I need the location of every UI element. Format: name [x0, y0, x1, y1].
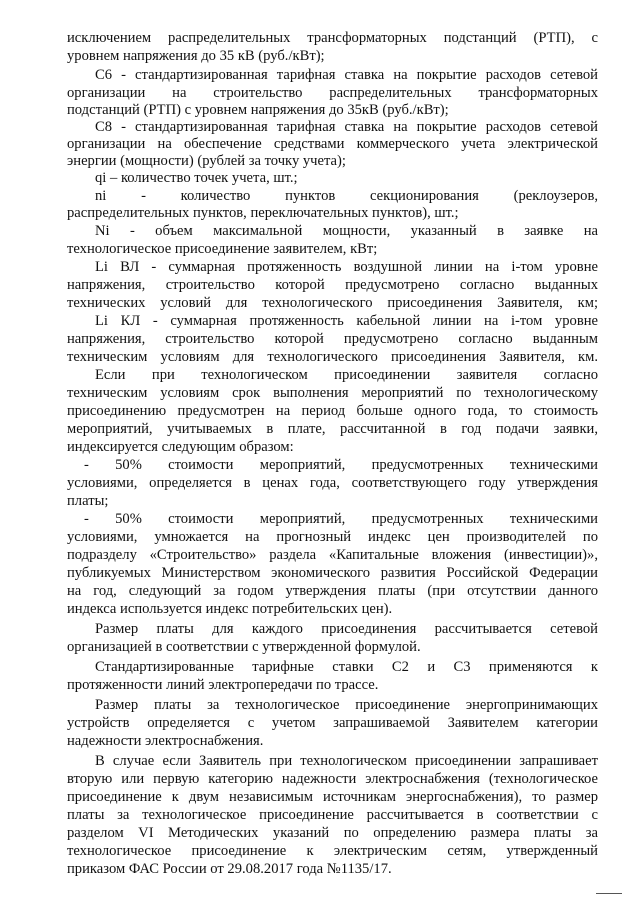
text-line: вторую или первую категорию надежности электроснабжения (технологическое [67, 771, 598, 787]
text-line: В случае если Заявитель при технологическом присоединении запрашивает [95, 753, 598, 769]
text-line: Li КЛ - суммарная протяженность кабельной линии на i-том уровне [95, 313, 598, 329]
text-line: индекса используется индекс потребительских цен). [67, 601, 393, 617]
text-line: присоединение к двум независимым источникам энергоснабжения), то размер [67, 789, 598, 805]
text-line: напряжения, строительство которой предусмотрено согласно выданных [67, 277, 598, 293]
text-line: платы; [67, 493, 109, 509]
text-line: надежности электроснабжения. [67, 733, 264, 749]
text-line: Ni - объем максимальной мощности, указанный в заявке на [95, 223, 598, 239]
text-line: платы за технологическое присоединение рассчитывается в соответствии с [67, 807, 598, 823]
text-line: Если при технологическом присоединении заявителя согласно [95, 367, 598, 383]
text-line: техническим условиям для технологического присоединения Заявителя, км. [67, 349, 598, 365]
text-line: - 50% стоимости мероприятий, предусмотренных техническими [84, 511, 598, 527]
footer-rule [596, 893, 622, 894]
text-line: технологическое присоединение к электрическим сетям, утвержденный [67, 843, 598, 859]
text-line: мероприятий, учитываемых в плате, рассчитанной в год подачи заявки, [67, 421, 598, 437]
text-line: организации на строительство распределительных трансформаторных [67, 85, 598, 101]
text-line: организацией в соответствии с утвержденной формулой. [67, 639, 421, 655]
text-line: распределительных пунктов, переключательных пунктов), шт.; [67, 205, 459, 221]
text-line: qi – количество точек учета, шт.; [95, 170, 298, 186]
text-line: на год, следующий за годом утверждения платы (при отсутствии данного [67, 583, 598, 599]
text-line: технологическое присоединение заявителем, кВт; [67, 241, 378, 257]
text-line: уровнем напряжения до 35 кВ (руб./кВт); [67, 48, 325, 64]
text-line: - 50% стоимости мероприятий, предусмотренных техническими [84, 457, 598, 473]
text-line: условиями, определяется в ценах года, соответствующего году утверждения [67, 475, 598, 491]
text-line: С8 - стандартизированная тарифная ставка на покрытие расходов сетевой [95, 119, 598, 135]
text-line: устройств определяется с учетом запрашиваемой Заявителем категории [67, 715, 598, 731]
text-line: техническим условиям срок выполнения мероприятий по технологическому [67, 385, 598, 401]
text-line: публикуемых Министерством экономического развития Российской Федерации [67, 565, 598, 581]
text-line: подразделу «Строительство» раздела «Капитальные вложения (инвестиции)», [67, 547, 598, 563]
text-line: присоединению предусмотрен на период больше одного года, то стоимость [67, 403, 598, 419]
text-line: организации на обеспечение средствами коммерческого учета электрической [67, 136, 598, 152]
text-line: подстанций (РТП) с уровнем напряжения до 35кВ (руб./кВт); [67, 102, 449, 118]
text-line: напряжения, строительство которой предусмотрено согласно выданным [67, 331, 598, 347]
text-line: Размер платы для каждого присоединения рассчитывается сетевой [95, 621, 598, 637]
text-line: Размер платы за технологическое присоединение энергопринимающих [95, 697, 598, 713]
text-line: Стандартизированные тарифные ставки С2 и С3 применяются к [95, 659, 598, 675]
text-line: протяженности линий электропередачи по трассе. [67, 677, 379, 693]
text-line: ni - количество пунктов секционирования (реклоузеров, [95, 188, 598, 204]
text-line: исключением распределительных трансформаторных подстанций (РТП), с [67, 30, 598, 46]
text-line: С6 - стандартизированная тарифная ставка на покрытие расходов сетевой [95, 67, 598, 83]
text-line: энергии (мощности) (рублей за точку учета); [67, 153, 346, 169]
text-line: условиями, умножается на прогнозный индекс цен производителей по [67, 529, 598, 545]
text-line: приказом ФАС России от 29.08.2017 года №1135/17. [67, 861, 392, 877]
text-line: индексируется следующим образом: [67, 439, 294, 455]
text-line: Li ВЛ - суммарная протяженность воздушной линии на i-том уровне [95, 259, 598, 275]
text-line: технических условий для технологического присоединения Заявителя, км; [67, 295, 598, 311]
text-line: разделом VI Методических указаний по определению размера платы за [67, 825, 598, 841]
